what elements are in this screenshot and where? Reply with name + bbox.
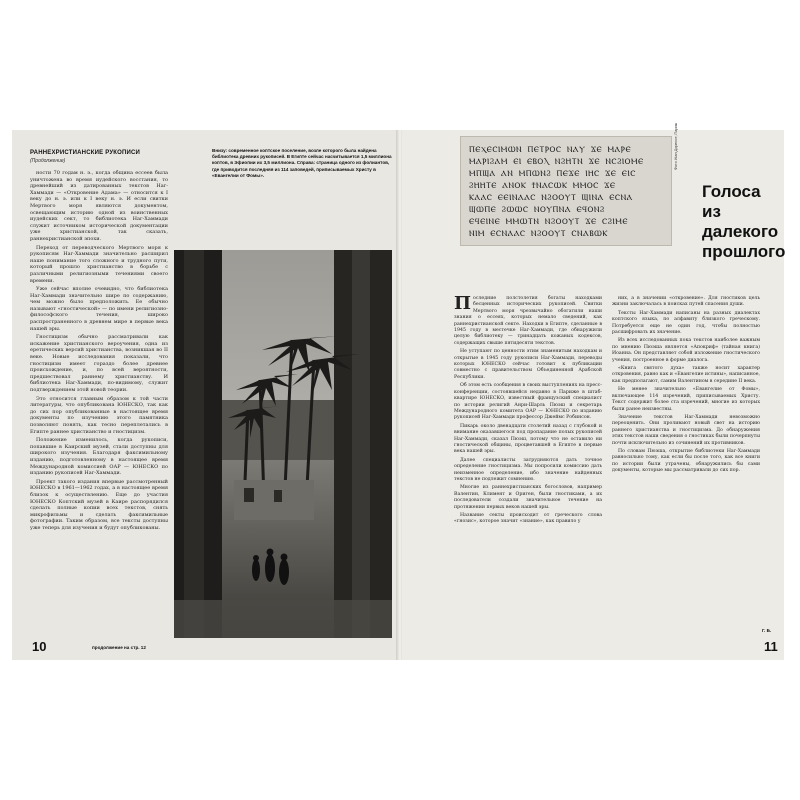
drop-cap: П <box>454 293 471 314</box>
coptic-village-photo <box>174 250 392 638</box>
paragraph <box>454 293 602 347</box>
paragraph: Название секты происходит от греческого слова «гнозис», которое значит «знание», как правило у <box>454 513 602 525</box>
manuscript-line: ⲘⲠϢⲀ ⲀⲚ ⲘⲠⲰⲚϨ ⲠⲈϪⲈ ⲒⲎⲤ ϪⲈ ⲈⲒⲤ <box>469 169 636 177</box>
author-signature: Г. Б. <box>762 628 772 633</box>
paragraph: По словам Пюэша, открытие библиотеки Наг-Хаммади равносильно тому, как если бы после того, как все книги по истории были утрачены, обнаружились бы сами документы, которые мы рассматривали до сих пор. <box>612 448 760 474</box>
manuscript-image <box>460 136 672 246</box>
left-page <box>12 130 398 660</box>
continued-note: продолжение на стр. 12 <box>92 645 146 650</box>
paragraph: Об этом есть сообщения в своих выступлениях на пресс-конференции, состоявшейся недавно в Париже в штаб-квартире ЮНЕСКО, известный французский специалист по истории религий Анри-Шарль Пюэш и секретарь Международного комитета ОАР — ЮНЕСКО по изданию рукописей Наг-Хаммади профессор Джеймс Робинсон. <box>454 383 602 421</box>
paragraph: Тексты Наг-Хаммади написаны на разных диалектах коптского языка, по алфавиту близкого греческому. Потребуется еще не один год, чтобы полностью расшифровать их значение. <box>612 310 760 336</box>
paragraph: Гностицизм обычно рассматривали как искажение христианского вероучения, одна из еретических версий христианства, возникшая во II веке. Новые исследования показали, что гностицизм имеет гораздо более древнее происхождение, и, по всей вероятности, предшествовал раннему христианству. И библиотека Наг-Хаммади, по-видимому, служит подтверждением этой новой теории. <box>30 334 168 393</box>
magazine-spread <box>12 122 786 660</box>
right-page <box>402 122 786 660</box>
manuscript-line: ϨⲎⲎⲦⲈ ⲀⲚⲞⲔ ϮⲚⲀⲤⲰⲔ ⲘⲘⲞⲤ ϪⲈ <box>469 181 616 189</box>
paragraph: Из всех исследованных пока текстов наиболее важным по мнению Пюэша является «Апокриф» (тайная книга) Иоанна. Он представляет собой изложение гностического учения, построенное в форме диалога. <box>612 338 760 363</box>
paragraph: Уже сейчас вполне очевидно, что библиотека Наг-Хаммади значительно шире по содержанию, чем можно было предположить. Ее обычно называют «гностической» — по имени религиозно-философского течения, широко распространенного в древнем мире в первые века нашей эры. <box>30 286 168 332</box>
paragraph-text: оследние полстолетия богаты находками бесценных исторических рукописей. Свитки Мертвого моря чрезвычайно обогатили наши знания о ессеях, которых немало сведений, как раннехристианской секте. Находки в Египте, сделанные в 1945 году в местечке Наг-Хаммади, где обнаружили целую библиотеку — тринадцать кожаных кодексов, содержащих свыше пятидесяти текстов. <box>454 296 602 346</box>
article-headline: Голоса из далекого прошлого <box>702 182 786 261</box>
manuscript-line: ⲔⲀⲀⲤ ⲈⲈⲒⲚⲀⲀⲤ ⲚϨⲞⲞⲨⲦ ϢⲒⲚⲀ ⲈⲤⲚⲀ <box>469 193 633 201</box>
manuscript-line: ϢⲰⲠⲈ ϨⲰⲰⲤ ⲚⲞⲨⲠⲚⲀ ⲈϤⲞⲚϨ <box>469 205 605 213</box>
paragraph: Далее специалисты затрудняются дать точное определение гностицизма. Мы попросили комиссию дать неизменное определение, ибо значение найденных текстов не подлежит сомнению. <box>454 457 602 482</box>
paragraph: Это относится главным образом к той части литературы, что опубликована ЮНЕСКО, так как до сих пор опубликованные в настоящее время документы по изучению этого памятника позволяют понять, как тесно переплетались в Египте раннее христианство и гностицизм. <box>30 395 168 435</box>
page-number-left: 10 <box>32 639 47 654</box>
right-text-column-1 <box>454 293 602 528</box>
paragraph: Значение текстов Наг-Хаммади невозможно переоценить. Они проливают новый свет на историю раннего христианства и гностицизма. До обнаружения этих текстов наши сведения о гностиках были почерпнуты почти исключительно из сочинений их противников. <box>612 414 760 446</box>
paragraph: Не уступают по ценности этим знаменитым находкам и открытые в 1945 году рукописи Наг-Хаммади, переводы которых ЮНЕСКО сейчас готовит к публикации совместно с правительством Объединенной Арабской Республики. <box>454 349 602 380</box>
paragraph: Многие из раннехристианских богословов, например Валентин, Климент и Ориген, были гностиками, а их последователи создали значительное течение на протяжении первых веков нашей эры. <box>454 485 602 510</box>
section-title: РАННЕХРИСТИАНСКИЕ РУКОПИСИ <box>30 150 141 156</box>
manuscript-credit: Фото Жан Дорессе, Париж <box>674 122 678 170</box>
left-text-column <box>30 170 168 533</box>
right-text-column-2 <box>612 296 760 477</box>
paragraph: «Книга святого духа» также носит характер откровения, равно как и «Евангелие истины», написанное, как предполагают, самим Валентином в середине II века. <box>612 366 760 384</box>
paragraph: них, а в значении «откровение». Для гностиков цель жизни заключалась в поисках путей спасения души. <box>612 296 760 308</box>
manuscript-line: ⲘⲀⲢⲒϨⲀⲘ ⲈⲒ ⲈⲂⲞⲖ ⲚϨⲎⲦⲚ ϪⲈ ⲚⲤϨⲒⲞⲘⲈ <box>469 157 644 165</box>
manuscript-line: ⲈϤⲈⲒⲚⲈ ⲘⲘⲰⲦⲚ ⲚϨⲞⲞⲨⲦ ϪⲈ ⲤϨⲒⲘⲈ <box>469 217 628 225</box>
paragraph: Пикарь около двенадцати столетий назад с глубокой и внимание оказавшегося под пропадание полых рукописей Наг-Хаммади, сказал Пюэш, потому что не оставило ни гностической общины, процветавшей в Египте в первые века нашей эры. <box>454 423 602 455</box>
photo-caption-top: Внизу: современное коптское поселение, возле которого была найдена библиотека древних рукописей. В Египте сейчас насчитывается 1,5 миллиона коптов, в Эфиопии их 3,5 миллиона. Справа: страница одного из фолиантов, где приводится последняя из 114 заповедей, приписываемых Христу в «Евангелии от Фомы». <box>212 148 392 178</box>
paragraph: Не менее значительно «Евангелие от Фомы», включающее 114 изречений, приписываемых Христу. Текст содержит более ста изречений, многие из которых были ранее неизвестны. <box>612 387 760 412</box>
paragraph: Положение изменилось, когда рукописи, попавшие в Каирский музей, стали доступны для широкого изучения. Благодаря факсимильному изданию, подготовленному в настоящее время Международной комиссией ОАР — ЮНЕСКО по изданию рукописей Наг-Хаммади. <box>30 437 168 477</box>
paragraph: Проект такого издания впервые рассмотренный ЮНЕСКО в 1961—1962 годах, а в настоящее время близок к осуществлению. Еще до участия ЮНЕСКО Коптский музей в Каире распорядился сделать полные копии всех текстов, снять микрофильмы и сделать факсимильные фотографии. Таким образом, все тексты доступны уже теперь для изучения и будут опубликованы. <box>30 478 168 531</box>
paragraph: Переход от переводческого Мертвого моря к рукописям Наг-Хаммади значительно расширил наше понимание того сложного и трудного пути, который прошло христианство в борьбе с различными религиозными течениями своего времени. <box>30 244 168 284</box>
paragraph: ности 70 годам н. э., когда община ессеев была уничтожена во время иудейского восстания, то древнейший из датированных текстов Наг-Хаммади — «Откровение Адама» — относится к I веку до н. э. или к I веку н. э. И если свитки Мертвого моря являются документом, освещающим историю одной из воинственных иудейских сект, то библиотека Наг-Хаммади служит источником исторической документации уже христианской, так сказать, раннехристианской эпохи. <box>30 170 168 242</box>
manuscript-line: ⲚⲒⲘ ⲈⲤⲚⲀⲀⲤ ⲚϨⲞⲞⲨⲦ ⲤⲚⲀⲂⲰⲔ <box>469 229 608 237</box>
page-number-right: 11 <box>764 639 778 654</box>
manuscript-line: ⲠⲈⲬⲈⲤⲒⲘⲰⲚ ⲠⲈⲦⲢⲞⲤ ⲚⲀⲨ ϪⲈ ⲘⲀⲢⲈ <box>469 145 632 153</box>
section-subtitle: (Продолжение) <box>30 158 66 164</box>
